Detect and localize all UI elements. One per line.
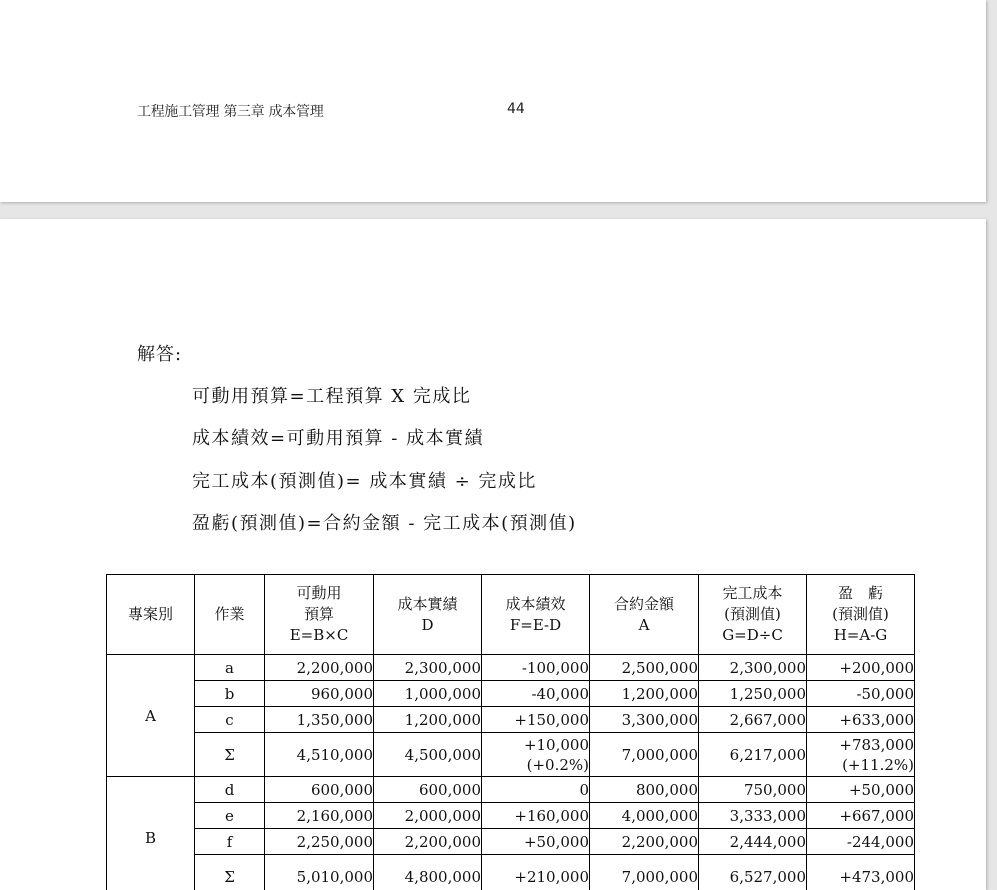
contract-amount-cell: 2,200,000 <box>590 829 699 855</box>
table-row <box>107 707 915 733</box>
available-budget-cell: 5,010,000 <box>265 855 374 890</box>
contract-amount-cell: 7,000,000 <box>590 733 699 777</box>
available-budget-cell: 600,000 <box>265 777 374 803</box>
cost-performance-cell: 0 <box>482 777 590 803</box>
page-header-title: 工程施工管理 第三章 成本管理 <box>137 104 324 120</box>
header-actual-cost: 成本實績 D <box>374 575 482 655</box>
header-task: 作業 <box>195 575 265 655</box>
available-budget-cell: 1,350,000 <box>265 707 374 733</box>
formula-cost-performance: 成本績效=可動用預算 - 成本實績 <box>192 428 485 449</box>
actual-cost-cell: 4,500,000 <box>374 733 482 777</box>
profit-loss-cell: +473,000 <box>807 855 915 890</box>
profit-loss-cell: +667,000 <box>807 803 915 829</box>
profit-loss-cell: +633,000 <box>807 707 915 733</box>
completion-cost-cell: 1,250,000 <box>699 681 807 707</box>
completion-cost-cell: 3,333,000 <box>699 803 807 829</box>
table-row <box>107 829 915 855</box>
cost-performance-cell: -100,000 <box>482 655 590 681</box>
actual-cost-cell: 2,200,000 <box>374 829 482 855</box>
cost-performance-cell: +10,000 (+0.2%) <box>482 733 590 777</box>
project-cell: B <box>107 777 195 890</box>
profit-loss-cell: -50,000 <box>807 681 915 707</box>
profit-loss-cell: +783,000 (+11.2%) <box>807 733 915 777</box>
completion-cost-cell: 6,527,000 <box>699 855 807 890</box>
answer-label: 解答: <box>137 344 183 365</box>
header-completion-cost: 完工成本 (預測值) G=D÷C <box>699 575 807 655</box>
task-cell: f <box>195 829 265 855</box>
table-row-subtotal <box>107 855 915 890</box>
task-cell: Σ <box>195 733 265 777</box>
completion-cost-cell: 2,444,000 <box>699 829 807 855</box>
formula-profit-loss: 盈虧(預測值)=合約金額 - 完工成本(預測值) <box>192 513 577 534</box>
available-budget-cell: 960,000 <box>265 681 374 707</box>
task-cell: b <box>195 681 265 707</box>
table-row <box>107 803 915 829</box>
header-contract-amount: 合約金額 A <box>590 575 699 655</box>
cost-performance-cell: +50,000 <box>482 829 590 855</box>
cost-performance-cell: +160,000 <box>482 803 590 829</box>
task-cell: c <box>195 707 265 733</box>
task-cell: Σ <box>195 855 265 890</box>
table-row-subtotal <box>107 733 915 777</box>
page-number: 44 <box>507 101 525 117</box>
profit-loss-cell: -244,000 <box>807 829 915 855</box>
current-page <box>0 219 986 890</box>
cost-analysis-table <box>106 574 915 890</box>
contract-amount-cell: 4,000,000 <box>590 803 699 829</box>
cost-performance-cell: +150,000 <box>482 707 590 733</box>
completion-cost-cell: 2,300,000 <box>699 655 807 681</box>
completion-cost-cell: 2,667,000 <box>699 707 807 733</box>
task-cell: d <box>195 777 265 803</box>
table-row <box>107 655 915 681</box>
available-budget-cell: 4,510,000 <box>265 733 374 777</box>
table-row <box>107 777 915 803</box>
contract-amount-cell: 3,300,000 <box>590 707 699 733</box>
profit-loss-cell: +200,000 <box>807 655 915 681</box>
task-cell: e <box>195 803 265 829</box>
actual-cost-cell: 600,000 <box>374 777 482 803</box>
available-budget-cell: 2,250,000 <box>265 829 374 855</box>
cost-performance-cell: -40,000 <box>482 681 590 707</box>
task-cell: a <box>195 655 265 681</box>
header-project: 專案別 <box>107 575 195 655</box>
actual-cost-cell: 4,800,000 <box>374 855 482 890</box>
formula-available-budget: 可動用預算=工程預算 X 完成比 <box>192 386 472 407</box>
available-budget-cell: 2,200,000 <box>265 655 374 681</box>
contract-amount-cell: 1,200,000 <box>590 681 699 707</box>
actual-cost-cell: 2,000,000 <box>374 803 482 829</box>
table-header-row <box>107 575 915 655</box>
actual-cost-cell: 1,200,000 <box>374 707 482 733</box>
available-budget-cell: 2,160,000 <box>265 803 374 829</box>
header-available-budget: 可動用 預算 E=B×C <box>265 575 374 655</box>
project-cell: A <box>107 655 195 777</box>
profit-loss-cell: +50,000 <box>807 777 915 803</box>
completion-cost-cell: 6,217,000 <box>699 733 807 777</box>
actual-cost-cell: 1,000,000 <box>374 681 482 707</box>
contract-amount-cell: 2,500,000 <box>590 655 699 681</box>
header-cost-performance: 成本績效 F=E-D <box>482 575 590 655</box>
table-row <box>107 681 915 707</box>
header-profit-loss: 盈 虧 (預測值) H=A-G <box>807 575 915 655</box>
actual-cost-cell: 2,300,000 <box>374 655 482 681</box>
contract-amount-cell: 800,000 <box>590 777 699 803</box>
completion-cost-cell: 750,000 <box>699 777 807 803</box>
previous-page <box>0 0 986 202</box>
contract-amount-cell: 7,000,000 <box>590 855 699 890</box>
formula-completion-cost: 完工成本(預測值)= 成本實績 ÷ 完成比 <box>192 471 537 492</box>
cost-performance-cell: +210,000 <box>482 855 590 890</box>
